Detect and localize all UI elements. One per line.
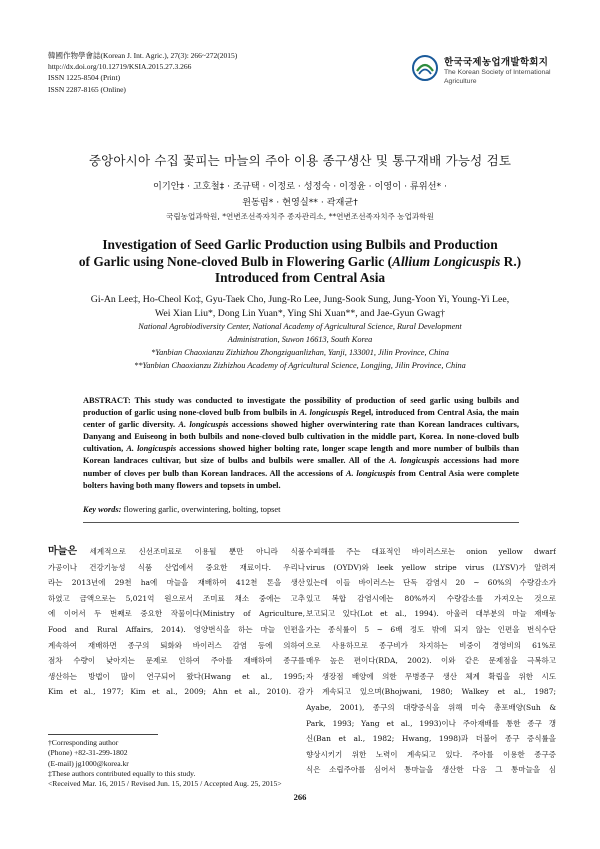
body-left-line-1: 가공이나 건강기능성 식품 산업에서 중요한 재료이다. 우리나 (48, 562, 305, 572)
authors-english-line2: Wei Xian Liu*, Dong Lin Yuan*, Ying Shi Xuan**, and Jae-Gyun Gwag† (154, 308, 446, 319)
affiliation-english-3: *Yanbian Chaoxianzu Zizhizhou Zhongziguanlizhan, Yanji, 133001, Jilin Province, China (151, 348, 449, 357)
body-right-line-12: 신(Ban et al., 1982; Hwang, 1998)과 더불어 종구 증식률을 (306, 734, 556, 744)
body-right-line-2: 있는데 이들 바이러스는 단독 감염시 20 ~ 60%의 수량감소가 (306, 578, 556, 588)
society-name-en-line2: Agriculture (444, 78, 477, 85)
issn-online: ISSN 2287-8165 (Online) (48, 84, 126, 94)
journal-header (48, 50, 237, 95)
lead-word: 마늘은 (48, 546, 77, 557)
journal-citation: 韓國作物學會誌(Korean J. Int. Agric.), 27(3): 266~272(2015) (48, 51, 238, 60)
footnote-divider (48, 734, 158, 735)
body-left-line-7: 점차 수량이 낮아지는 문제로 인하여 주아를 재배하여 종구를 (48, 656, 305, 666)
footnote-corresponding: †Corresponding author (48, 738, 119, 747)
affiliation-english-4: **Yanbian Chaoxianzu Zizhizhou Academy of Agricultural Science, Longjing, Jilin Province, China (134, 361, 466, 370)
footnotes (48, 738, 282, 789)
body-left-line-8: 생산하는 방법이 많이 연구되어 왔다(Hwang et al., 1995; (48, 671, 305, 681)
abstract-divider (83, 522, 519, 523)
society-logo (412, 52, 562, 88)
body-right-line-14: 식은 소립주아를 심어서 통마늘을 생산한 다음 그 통마늘을 심 (306, 765, 556, 775)
keywords-label: Key words: (83, 505, 122, 514)
page-number: 266 (293, 792, 307, 802)
society-emblem-icon (412, 55, 438, 81)
title-english-line3: Introduced from Central Asia (214, 270, 386, 285)
body-right-line-7: 매우 높은 편이다(RDA, 2002). 이와 같은 문제점을 극복하고 (306, 656, 556, 666)
body-right-line-11: Park, 1993; Yang et al., 1993)이나 주아재배를 통한 종구 갱 (306, 718, 556, 728)
footnote-email[interactable]: (E-mail) jg1000@korea.kr (48, 758, 129, 768)
affiliation-english-2: Administration, Suwon 16613, South Korea (227, 335, 373, 344)
authors-english-line1: Gi-An Lee‡, Ho-Cheol Ko‡, Gyu-Taek Cho, Jung-Ro Lee, Jung-Sook Sung, Jung-Yoon Yi, Young-Yi Lee, (90, 294, 510, 305)
body-right-line-6: 으로 사용하므로 종구비가 차지하는 비중이 경영비의 61%로 (306, 640, 556, 650)
footnote-phone: (Phone) +82-31-299-1802 (48, 748, 128, 758)
authors-korean-line2: 윈동림* · 현영실** · 곽재균† (242, 197, 358, 208)
body-left-line-5: Food and Rural Affairs, 2014). 영양번식을 하는 마늘 인편을 (48, 624, 305, 634)
body-column-left (48, 544, 305, 700)
body-column-right (306, 544, 556, 778)
species-name: Allium Longicuspis (392, 253, 501, 269)
body-right-line-1: virus (OYDV)와 leek yellow stripe virus (LYSV)가 알려져 (306, 562, 556, 572)
title-english (0, 237, 600, 287)
body-right-line-0: 수피해를 주는 대표적인 바이러스로는 onion yellow dwarf (306, 547, 556, 556)
footnote-dates: <Received Mar. 16, 2015 / Revised Jun. 15, 2015 / Accepted Aug. 25, 2015> (48, 779, 282, 789)
doi-link[interactable]: http://dx.doi.org/10.12719/KSIA.2015.27.3.266 (48, 62, 192, 72)
abstract-label: ABSTRACT: (83, 396, 131, 405)
body-right-line-13: 향상시키기 위한 노력이 계속되고 있다. 주아를 이용한 종구증 (306, 749, 556, 759)
society-name-ko: 한국국제농업개발학회지 (444, 57, 549, 68)
affiliation-english-1: National Agrobiodiversity Center, National Academy of Agricultural Science, Rural Development (138, 322, 462, 331)
title-english-line2: of Garlic using None-cloved Bulb in Flowering Garlic (Allium Longicuspis R.) (78, 253, 522, 269)
body-right-line-8: 자 생장점 배양에 의한 무병종구 생산 체계 확립을 위한 시도 (306, 671, 556, 681)
authors-korean-line1: 이기안‡ · 고호철‡ · 조규택 · 이정로 · 성정숙 · 이정윤 · 이영이 · 류위선* · (153, 181, 447, 192)
body-left-line-4: 에 이어서 두 번째로 중요한 작물이다(Ministry of Agriculture, (48, 609, 305, 619)
body-left-line-0: 마늘은 세계적으로 신선조미료로 이용될 뿐만 아니라 식품 (48, 546, 305, 557)
affiliation-korean: 국립농업과학원, *연변조선족자치주 종자관리소, **연변조선족자치주 농업과학원 (166, 212, 434, 221)
society-name-en-line1: The Korean Society of International (444, 69, 551, 76)
body-right-line-4: 보고되고 있다(Lot et al., 1994). 아울러 대부분의 마늘 재배농 (306, 609, 556, 619)
title-english-line1: Investigation of Seed Garlic Production using Bulbils and Production (102, 237, 498, 252)
body-left-line-9: Kim et al., 1977; Kim et al., 2009; Ahn et al., 2010). 감 (48, 687, 305, 697)
body-left-line-6: 계속하여 재배하면 종구의 퇴화와 바이러스 감염 등에 의하여 (48, 640, 305, 650)
body-right-line-10: Ayabe, 2001), 종구의 대량증식을 위해 미숙 총포배양(Suh & (306, 702, 556, 712)
body-right-line-9: 가 계속되고 있으며(Bhojwani, 1980; Walkey et al., 1987; (306, 687, 556, 697)
abstract: ABSTRACT: This study was conducted to investigate the possibility of production of seed garlic using bulbils and production of garlic using none-cloved bulb from bulbils in A. longicuspis Regel, introduced from Central Asia, the main center of garlic diversity. A. longicuspis accessions showed higher overwintering rate than Korean landraces cultivars, Danyang and Euiseong in both bulbils and none-cloved bulb cultivation in the middle part, Korea. In none-cloved bulb cultivation, A. longicuspis accessions showed higher bolting rate, longer scape length and more number of bulbils than Korean landraces cultivar, but size of bulbs and bulbils were smaller. All of the A. longicuspis accessions had more number of cloves per bulb than Korean landraces. All the accessions of A. longicuspis from Central Asia were complete bolters having both many flowers and topsets in umbel. (83, 396, 520, 490)
keywords-list: flowering garlic, overwintering, bolting, topset (121, 505, 281, 514)
issn-print: ISSN 1225-8504 (Print) (48, 73, 121, 83)
body-left-line-2: 라는 2013년에 29천 ha에 마늘을 재배하여 412천 톤을 생산 (48, 578, 305, 588)
keywords (83, 505, 519, 514)
title-korean: 중앙아시아 수집 꽃피는 마늘의 주아 이용 종구생산 및 통구재배 가능성 검토 (88, 153, 512, 168)
body-left-line-3: 하였고 금액으로는 5,021억 원으로서 조미료 채소 중에는 고추 (48, 593, 305, 603)
body-right-line-5: 가는 종식률이 5 ~ 6배 정도 밖에 되지 않는 인편을 번식수단 (306, 624, 556, 634)
body-right-line-3: 있고 복합 감염시에는 80%까지 수량감소를 가져오는 것으로 (306, 593, 556, 603)
footnote-equal-contribution: ‡These authors contributed equally to this study. (48, 768, 196, 778)
